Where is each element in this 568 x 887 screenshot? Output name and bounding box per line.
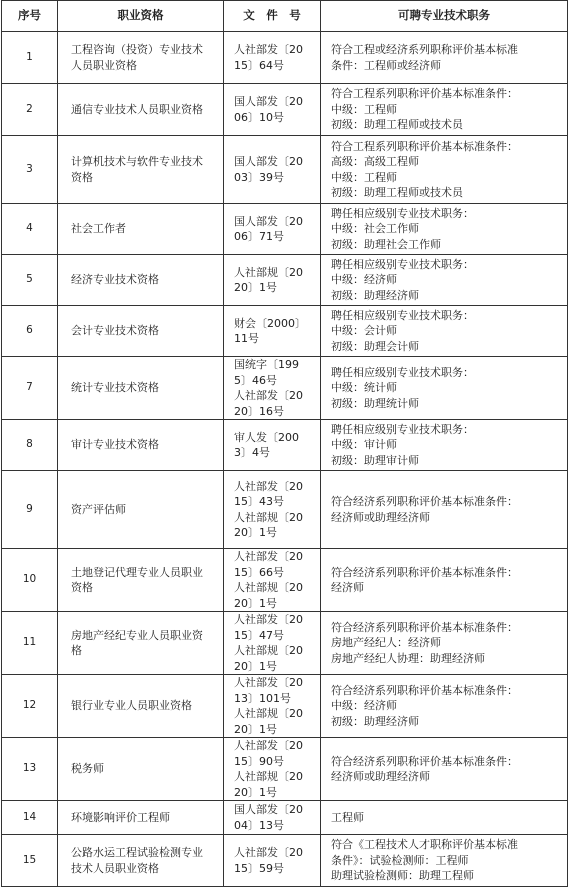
qualification-name: 税务师 (58, 738, 224, 801)
document-number (224, 136, 321, 204)
position-line: 符合经济系列职称评价基本标准条件： (331, 620, 518, 634)
qualification-name: 土地登记代理专业人员职业资格 (58, 549, 224, 612)
document-number-line: 15〕90号 (234, 754, 284, 768)
document-number (224, 357, 321, 420)
position-cell (321, 357, 568, 420)
document-number-line: 13〕101号 (234, 691, 291, 705)
position-line: 中级：工程师 (331, 170, 397, 184)
header-index: 序号 (2, 1, 58, 32)
table-row (2, 612, 568, 675)
table-row (2, 136, 568, 204)
position-line: 房地产经纪人：经济师 (331, 636, 441, 650)
document-number-line: 20〕1号 (234, 281, 277, 294)
document-number-line: 15〕47号 (234, 628, 284, 642)
document-number-line: 人社部发〔20 (234, 613, 303, 626)
document-number-line: 人社部发〔20 (234, 739, 303, 752)
row-index: 3 (2, 136, 58, 204)
position-line: 中级：社会工作师 (331, 222, 419, 236)
document-number-line: 15〕43号 (234, 495, 284, 508)
document-number (224, 612, 321, 675)
position-line: 初级：助理经济师 (331, 714, 419, 728)
document-number-line: 审人发〔200 (234, 430, 299, 444)
row-index: 12 (2, 675, 58, 738)
position-line: 条件：工程师或经济师 (331, 58, 441, 72)
qualification-name: 社会工作者 (58, 204, 224, 255)
position-cell (321, 471, 568, 549)
qualification-name: 统计专业技术资格 (58, 357, 224, 420)
document-number-line: 11号 (234, 332, 259, 345)
position-line: 中级：经济师 (331, 273, 397, 287)
position-line: 中级：经济师 (331, 699, 397, 713)
position-line: 中级：会计师 (331, 324, 397, 338)
row-index: 9 (2, 471, 58, 549)
position-cell (321, 306, 568, 357)
document-number-line: 国统字〔199 (234, 358, 299, 371)
qualification-name: 环境影响评价工程师 (58, 801, 224, 835)
row-index: 11 (2, 612, 58, 675)
header-document: 文 件 号 (224, 1, 321, 32)
document-number (224, 471, 321, 549)
qualification-name: 公路水运工程试验检测专业技术人员职业资格 (58, 835, 224, 887)
qualification-name: 计算机技术与软件专业技术资格 (58, 136, 224, 204)
position-line: 初级：助理工程师或技术员 (331, 186, 463, 199)
document-number (224, 306, 321, 357)
row-index: 6 (2, 306, 58, 357)
position-line: 中级：审计师 (331, 438, 397, 452)
position-line: 初级：助理经济师 (331, 288, 419, 302)
position-cell (321, 136, 568, 204)
document-number (224, 32, 321, 84)
position-line: 符合工程系列职称评价基本标准条件： (331, 139, 518, 153)
table-row (2, 204, 568, 255)
table-row (2, 255, 568, 306)
table-row (2, 835, 568, 887)
document-number-line: 20〕1号 (234, 596, 277, 610)
row-index: 2 (2, 84, 58, 136)
document-number-line: 20〕1号 (234, 526, 277, 539)
row-index: 13 (2, 738, 58, 801)
document-number-line: 15〕64号 (234, 58, 284, 72)
qualification-name: 会计专业技术资格 (58, 306, 224, 357)
qualification-name: 资产评估师 (58, 471, 224, 549)
qualification-name: 通信专业技术人员职业资格 (58, 84, 224, 136)
document-number-line: 人社部发〔20 (234, 846, 303, 859)
table-row (2, 549, 568, 612)
position-line: 符合工程系列职称评价基本标准条件： (331, 87, 518, 101)
position-line: 符合工程或经济系列职称评价基本标准 (331, 43, 518, 56)
position-cell (321, 32, 568, 84)
document-number-line: 20〕1号 (234, 659, 277, 673)
position-line: 高级：高级工程师 (331, 155, 419, 168)
table-row (2, 801, 568, 835)
qualification-name: 经济专业技术资格 (58, 255, 224, 306)
document-number-line: 国人部发〔20 (234, 803, 303, 816)
document-number-line: 人社部发〔20 (234, 550, 303, 563)
position-line: 初级：助理会计师 (331, 339, 419, 353)
document-number (224, 675, 321, 738)
document-number-line: 人社部规〔20 (234, 265, 303, 279)
document-number (224, 549, 321, 612)
position-line: 中级：统计师 (331, 381, 397, 395)
document-number-line: 人社部发〔20 (234, 389, 303, 402)
header-qualification: 职业资格 (58, 1, 224, 32)
position-cell (321, 612, 568, 675)
position-line: 初级：助理社会工作师 (331, 237, 441, 251)
document-number-line: 20〕1号 (234, 722, 277, 736)
document-number (224, 204, 321, 255)
document-number-line: 人社部发〔20 (234, 676, 303, 689)
position-line: 条件》：试验检测师：工程师 (331, 853, 469, 867)
position-cell (321, 84, 568, 136)
position-line: 助理试验检测师：助理工程师 (331, 869, 474, 883)
position-line: 经济师 (331, 581, 364, 594)
position-line: 经济师或助理经济师 (331, 510, 430, 524)
document-number-line: 财会〔2000〕 (234, 316, 306, 330)
position-line: 符合经济系列职称评价基本标准条件： (331, 683, 518, 697)
position-line: 聘任相应级别专业技术职务： (331, 422, 474, 436)
table-row (2, 471, 568, 549)
table-row (2, 32, 568, 84)
position-cell (321, 549, 568, 612)
document-number-line: 04〕13号 (234, 818, 284, 832)
qualification-name: 审计专业技术资格 (58, 420, 224, 471)
document-number-line: 人社部规〔20 (234, 510, 303, 524)
document-number-line: 国人部发〔20 (234, 95, 303, 108)
position-line: 房地产经纪人协理：助理经济师 (331, 651, 485, 665)
document-number (224, 84, 321, 136)
position-line: 聘任相应级别专业技术职务： (331, 257, 474, 271)
row-index: 10 (2, 549, 58, 612)
document-number-line: 人社部规〔20 (234, 644, 303, 657)
table-header-row (2, 1, 568, 32)
position-line: 聘任相应级别专业技术职务： (331, 206, 474, 220)
row-index: 8 (2, 420, 58, 471)
position-line: 符合经济系列职称评价基本标准条件： (331, 754, 518, 768)
document-number-line: 人社部发〔20 (234, 479, 303, 493)
position-cell (321, 738, 568, 801)
table-row (2, 306, 568, 357)
document-number (224, 420, 321, 471)
position-cell (321, 420, 568, 471)
table-row (2, 84, 568, 136)
document-number-line: 5〕46号 (234, 373, 277, 387)
qualification-name: 银行业专业人员职业资格 (58, 675, 224, 738)
position-line: 聘任相应级别专业技术职务： (331, 365, 474, 379)
row-index: 5 (2, 255, 58, 306)
table-row (2, 738, 568, 801)
qualification-name: 工程咨询（投资）专业技术人员职业资格 (58, 32, 224, 84)
position-line: 工程师 (331, 810, 364, 824)
document-number-line: 人社部规〔20 (234, 707, 303, 720)
position-line: 聘任相应级别专业技术职务： (331, 308, 474, 322)
document-number (224, 801, 321, 835)
row-index: 1 (2, 32, 58, 84)
document-number-line: 国人部发〔20 (234, 214, 303, 228)
document-number-line: 20〕16号 (234, 404, 284, 418)
document-number-line: 人社部发〔20 (234, 43, 303, 56)
row-index: 14 (2, 801, 58, 835)
document-number-line: 03〕39号 (234, 170, 284, 184)
document-number (224, 835, 321, 887)
document-number-line: 06〕71号 (234, 230, 284, 243)
position-line: 符合经济系列职称评价基本标准条件： (331, 495, 518, 508)
row-index: 4 (2, 204, 58, 255)
position-line: 符合《工程技术人才职称评价基本标准 (331, 838, 518, 852)
qualification-name: 房地产经纪专业人员职业资格 (58, 612, 224, 675)
position-line: 初级：助理审计师 (331, 453, 419, 467)
table-row (2, 420, 568, 471)
position-line: 经济师或助理经济师 (331, 770, 430, 783)
position-cell (321, 255, 568, 306)
document-number-line: 15〕66号 (234, 565, 284, 579)
document-number-line: 20〕1号 (234, 785, 277, 799)
position-line: 符合经济系列职称评价基本标准条件： (331, 565, 518, 579)
document-number (224, 255, 321, 306)
document-number-line: 06〕10号 (234, 110, 284, 124)
qualification-table (1, 0, 568, 887)
document-number (224, 738, 321, 801)
document-number-line: 国人部发〔20 (234, 155, 303, 168)
table-row (2, 357, 568, 420)
position-cell (321, 801, 568, 835)
row-index: 7 (2, 357, 58, 420)
document-number-line: 15〕59号 (234, 861, 284, 875)
position-cell (321, 675, 568, 738)
document-number-line: 人社部规〔20 (234, 770, 303, 783)
header-position: 可聘专业技术职务 (321, 1, 568, 32)
table-row (2, 675, 568, 738)
position-cell (321, 204, 568, 255)
document-number-line: 人社部规〔20 (234, 581, 303, 594)
table-body (2, 32, 568, 887)
position-line: 中级：工程师 (331, 102, 397, 116)
document-number-line: 3〕4号 (234, 446, 270, 459)
row-index: 15 (2, 835, 58, 887)
position-line: 初级：助理工程师或技术员 (331, 118, 463, 132)
position-cell (321, 835, 568, 887)
position-line: 初级：助理统计师 (331, 396, 419, 410)
